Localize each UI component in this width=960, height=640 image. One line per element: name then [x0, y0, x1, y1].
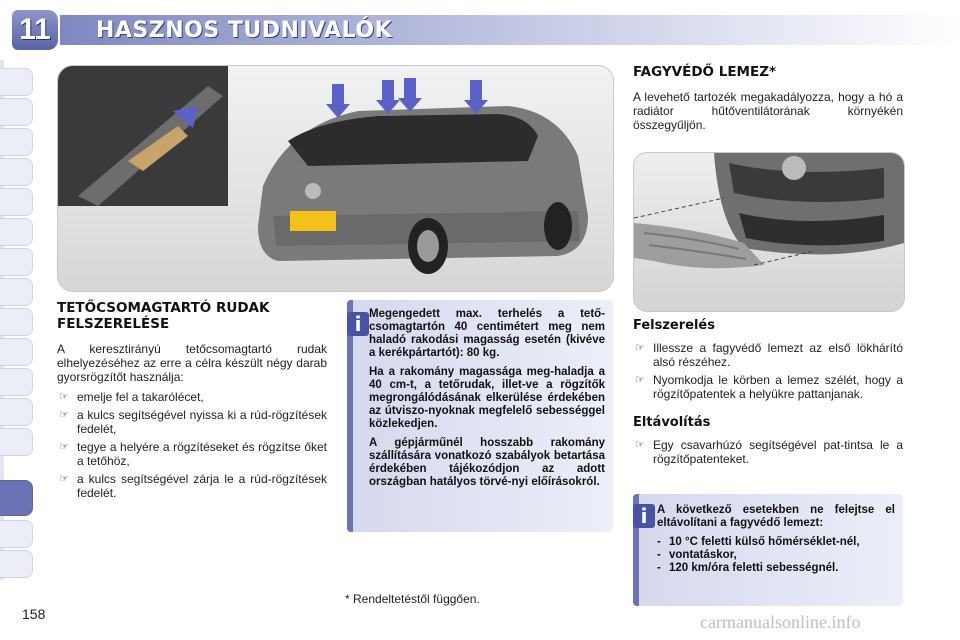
car-rear-drawing — [58, 66, 613, 291]
side-tab-8[interactable] — [0, 278, 33, 306]
remove-steps — [633, 438, 903, 466]
side-tab-7[interactable] — [0, 248, 33, 276]
license-plate — [290, 211, 336, 231]
frost-shield-intro: A levehető tartozék megakadályozza, hogy a hó a radiátor hűtőventilátorának környékén összegyűljön. — [633, 90, 903, 132]
front-bumper-drawing — [634, 153, 904, 311]
frost-shield-heading: FAGYVÉDŐ LEMEZ* — [633, 64, 777, 80]
roof-bars-heading: TETŐCSOMAGTARTÓ RUDAK FELSZERELÉSE — [57, 300, 270, 332]
roof-bars-intro: A keresztirányú tetőcsomagtartó rudak elhelyezéséhez az erre a célra készült négy darab gyorsrögzítőt használja: — [57, 342, 327, 384]
front-wheel — [544, 202, 572, 250]
footnote: * Rendeltetéstől függően. — [345, 592, 480, 606]
remove-heading: Eltávolítás — [633, 415, 711, 430]
roof-arrow-icon — [326, 84, 350, 118]
side-tab-active[interactable] — [0, 480, 33, 516]
side-tab-3[interactable] — [0, 128, 33, 156]
watermark: carmanualsonline.info — [700, 612, 861, 632]
roof-info-text-3: A gépjárműnél hosszabb rakomány szállítására vonatkozó szabályok betartása érdekében tájékozódjon az adott országban hatályos törvé-nyi előírásokról. — [369, 437, 605, 488]
list-item: ☞ Egy csavarhúzó segítségével pat-tintsa le a rögzítőpatenteket. — [635, 438, 903, 466]
roof-arrow-icon — [398, 78, 422, 112]
side-tab-1[interactable] — [0, 68, 33, 96]
page-number: 158 — [22, 606, 46, 622]
list-item: ☞ emelje fel a takarólécet, — [59, 390, 204, 404]
list-item: ☞ a kulcs segítségével zárja le a rúd-rögzítések fedelét. — [59, 472, 327, 500]
pointing-hand-icon: ☞ — [635, 342, 645, 354]
info-icon: i — [347, 312, 369, 336]
chapter-number-tab — [12, 10, 58, 50]
page-title: HASZNOS TUDNIVALÓK — [96, 18, 393, 43]
roof-info-box — [347, 300, 613, 532]
pointing-hand-icon: ☞ — [635, 439, 645, 451]
pointing-hand-icon: ☞ — [59, 409, 69, 421]
list-item: ☞ a kulcs segítségével nyissa ki a rúd-rögzítések fedelét, — [59, 408, 327, 436]
side-tab-6[interactable] — [0, 218, 33, 246]
side-tab-2[interactable] — [0, 98, 33, 126]
frost-info-title: A következő esetekben ne felejtse el eltávolítani a fagyvédő lemezt: — [657, 504, 895, 529]
frost-info-box — [633, 494, 903, 606]
side-tab-12[interactable] — [0, 398, 33, 426]
side-tab-15[interactable] — [0, 550, 33, 578]
pointing-hand-icon: ☞ — [635, 374, 645, 386]
car-roof-illustration — [57, 65, 614, 292]
chapter-number: 11 — [19, 13, 51, 46]
roof-bars-steps — [57, 390, 327, 500]
info-icon: i — [633, 504, 655, 528]
side-tab-5[interactable] — [0, 188, 33, 216]
frost-shield-section — [633, 64, 903, 132]
roof-info-text-1: Megengedett max. terhelés a tető-csomagtartón 40 centimétert meg nem haladó rakodási magasság esetén (kivéve a kerékpártartót): 80 kg. — [369, 308, 605, 359]
list-item: - vontatáskor, — [657, 549, 895, 562]
side-tab-11[interactable] — [0, 368, 33, 396]
frost-shield-illustration — [633, 152, 905, 312]
pointing-hand-icon: ☞ — [59, 441, 69, 453]
install-heading: Felszerelés — [633, 318, 715, 333]
install-steps — [633, 341, 903, 401]
brand-logo — [305, 183, 321, 199]
side-tab-4[interactable] — [0, 158, 33, 186]
frost-shield-instructions — [633, 318, 903, 470]
side-tab-13[interactable] — [0, 428, 33, 456]
side-tab-9[interactable] — [0, 308, 33, 336]
pointing-hand-icon: ☞ — [59, 473, 69, 485]
frost-info-list — [657, 536, 895, 575]
side-tab-14[interactable] — [0, 520, 33, 548]
list-item: ☞ Nyomkodja le körben a lemez szélét, hogy a rögzítőpatentek a helyükre pattanjanak. — [635, 373, 903, 401]
side-tab-10[interactable] — [0, 338, 33, 366]
list-item: - 10 °C feletti külső hőmérséklet-nél, — [657, 536, 895, 549]
roof-arrow-icon — [376, 80, 400, 114]
roof-info-text-2: Ha a rakomány magassága meg-haladja a 40 cm-t, a tetőrudak, illet-ve a rögzítők megrongálódásának elkerülése érdekében az útviszo-nyoknak megfelelő sebességgel közlekedjen. — [369, 366, 605, 430]
pointing-hand-icon: ☞ — [59, 391, 69, 403]
list-item: ☞ tegye a helyére a rögzítéseket és rögzítse őket a tetőhöz, — [59, 440, 327, 468]
brand-logo — [782, 156, 806, 180]
list-item: ☞ Illessze a fagyvédő lemezt az első lökhárító alsó részéhez. — [635, 341, 903, 369]
roof-bars-section — [57, 300, 327, 504]
list-item: - 120 km/óra feletti sebességnél. — [657, 562, 895, 575]
